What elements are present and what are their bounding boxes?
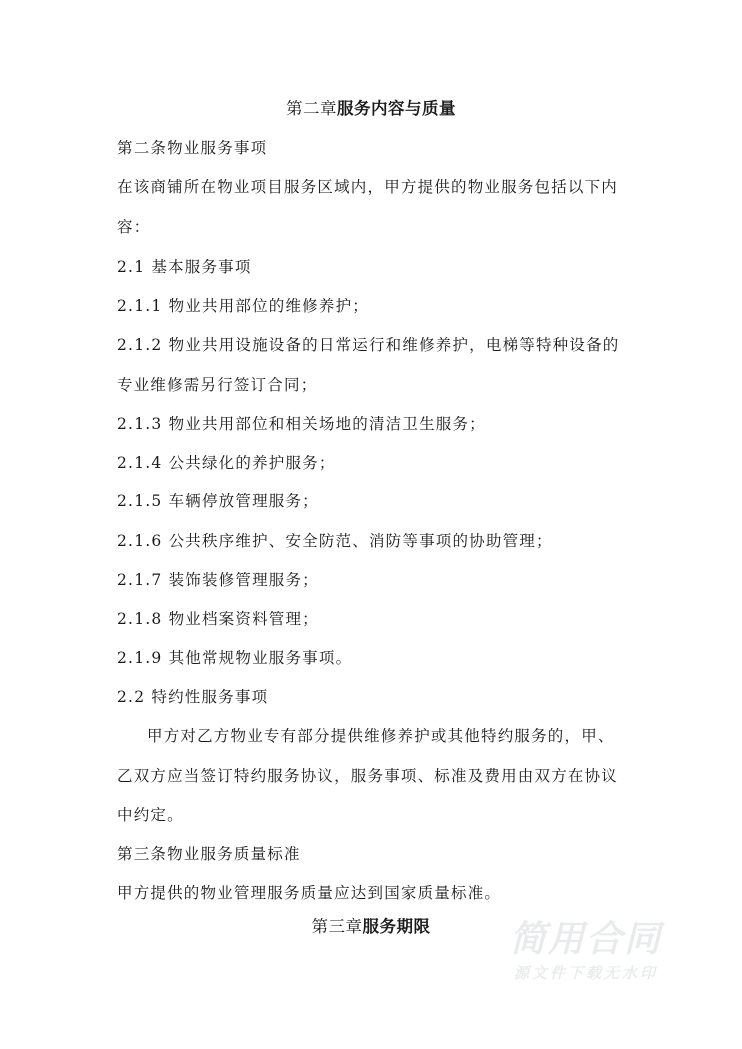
chapter-2-title: 服务内容与质量 [337, 99, 456, 118]
section-2-1-9: 2.1.9 其他常规物业服务事项。 [117, 649, 353, 667]
article-2-intro-line-2: 容： [117, 218, 151, 236]
section-2-1-6: 2.1.6 公共秩序维护、安全防范、消防等事项的协助管理； [117, 532, 553, 550]
section-2-1-4: 2.1.4 公共绿化的养护服务； [117, 454, 336, 472]
section-2-1-5: 2.1.5 车辆停放管理服务； [117, 492, 319, 510]
chapter-3-title: 服务期限 [362, 917, 431, 936]
watermark-tagline: 源文件下载无水印 [514, 964, 659, 982]
section-2-1-1: 2.1.1 物业共用部位的维修养护； [117, 297, 369, 315]
article-3-text: 甲方提供的物业管理服务质量应达到国家质量标准。 [117, 884, 502, 902]
section-2-1-8: 2.1.8 物业档案资料管理； [117, 610, 319, 628]
section-2-2: 2.2 特约性服务事项 [117, 688, 269, 706]
article-2-intro-line-1: 在该商铺所在物业项目服务区域内，甲方提供的物业服务包括以下内 [117, 178, 619, 196]
chapter-3-prefix: 第三章 [311, 917, 363, 936]
section-2-1-2-line-1: 2.1.2 物业共用设施设备的日常运行和维修养护，电梯等特种设备的 [117, 336, 620, 354]
section-2-2-paragraph-line-1: 甲方对乙方物业专有部分提供维修养护或其他特约服务的，甲、 [147, 727, 615, 745]
watermark-brand: 简用合同 [510, 919, 663, 960]
article-2-heading: 第二条物业服务事项 [117, 139, 268, 157]
chapter-2-heading [0, 97, 742, 121]
chapter-2-prefix: 第二章 [286, 99, 337, 118]
section-2-2-paragraph-line-2: 乙双方应当签订特约服务协议，服务事项、标准及费用由双方在协议 [117, 767, 619, 785]
chapter-3-heading [0, 915, 742, 939]
section-2-2-paragraph-line-3: 中约定。 [117, 806, 184, 824]
section-2-1-7: 2.1.7 装饰装修管理服务； [117, 571, 319, 589]
section-2-1-2-line-2: 专业维修需另行签订合同； [117, 376, 318, 394]
section-2-1-3: 2.1.3 物业共用部位和相关场地的清洁卫生服务； [117, 415, 486, 433]
section-2-1: 2.1 基本服务事项 [117, 258, 252, 276]
article-3-heading: 第三条物业服务质量标准 [117, 845, 301, 863]
